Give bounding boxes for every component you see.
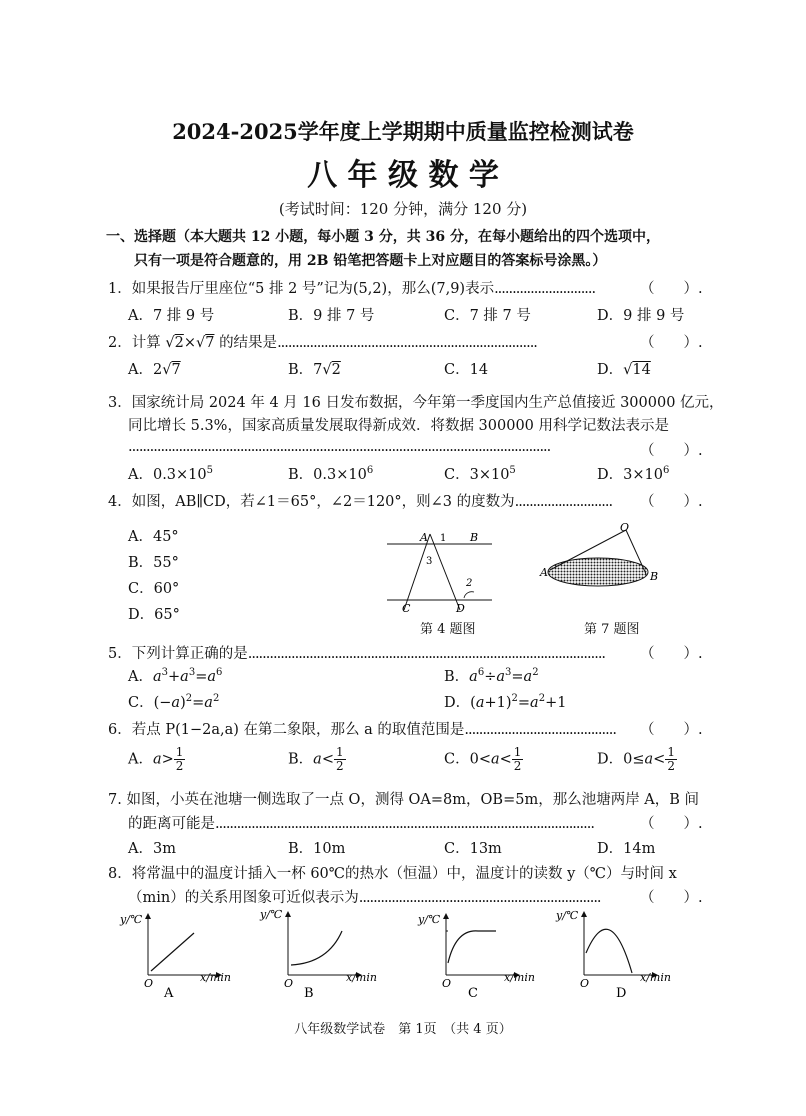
q1-option-d: D．9 排 9 号 xyxy=(597,308,685,324)
fig4-label-c: C xyxy=(402,602,411,615)
graph-c-xlabel: x/min xyxy=(504,971,535,984)
q7-option-b: B．10m xyxy=(288,841,346,857)
graph-d-origin: O xyxy=(580,977,590,990)
q8-graph-d xyxy=(554,905,684,1000)
q6-bracket: （ ）. xyxy=(640,722,703,738)
q1-option-a: A．7 排 9 号 xyxy=(128,308,215,324)
q5-option-a: A．$a^3+a^3=a^6$ xyxy=(128,667,223,685)
graph-d-ylabel: y/℃ xyxy=(556,909,579,922)
q7-option-d: D．14m xyxy=(597,841,656,857)
graph-a-ylabel: y/℃ xyxy=(120,913,143,926)
q6-option-c: C．0<a< $\frac{1}{2}$ xyxy=(444,745,522,773)
q5-option-d: D．$(a+1)^2=a^2+1$ xyxy=(444,693,567,711)
fig4-label-b: B xyxy=(470,531,479,544)
q3-option-c: C．$3\times 10^5$ xyxy=(444,465,516,483)
q7-option-c: C．13m xyxy=(444,841,502,857)
q1-bracket: （ ）. xyxy=(640,281,703,297)
graph-a-xlabel: x/min xyxy=(200,971,231,984)
q1-stem: 1．如果报告厅里座位“5 排 2 号”记为(5,2)，那么(7,9)表示............................ xyxy=(108,281,596,297)
q2-option-a: A．2√7 xyxy=(128,362,181,378)
fig4-label-d: D xyxy=(456,602,465,615)
q4-option-d: D．65° xyxy=(128,607,180,623)
graph-d-name: D xyxy=(616,986,627,1000)
fig4-label-1: 1 xyxy=(440,533,447,544)
graph-c-origin: O xyxy=(442,977,452,990)
q4-option-b: B．55° xyxy=(128,555,179,571)
graph-b-xlabel: x/min xyxy=(346,971,377,984)
q3-dots: ..................................................................................................................... xyxy=(128,439,551,455)
q4-bracket: （ ）. xyxy=(640,494,703,510)
q8-graph-a xyxy=(118,905,238,1000)
q7-option-a: A．3m xyxy=(128,841,176,857)
graph-c-name: C xyxy=(468,986,478,1000)
graph-d-xlabel: x/min xyxy=(640,971,671,984)
q2-option-d: D．√14 xyxy=(597,362,651,378)
page-footer: 八年级数学试卷 第 1页 （共 4 页） xyxy=(294,1022,512,1037)
section-heading-line1: 一、选择题（本大题共 12 小题，每小题 3 分，共 36 分，在每小题给出的四个选项中， xyxy=(106,229,660,245)
q2-option-b: B．7√2 xyxy=(288,362,341,378)
q6-option-b: B．a< $\frac{1}{2}$ xyxy=(288,745,344,773)
figure-4-diagram xyxy=(382,526,502,616)
q5-option-c: C．$(-a)^2=a^2$ xyxy=(128,693,220,711)
q8-line1: 8．将常温中的温度计插入一杯 60℃的热水（恒温）中，温度计的读数 y（℃）与时间 x xyxy=(108,866,677,882)
q4-stem: 4．如图，AB∥CD，若∠1＝65°，∠2＝120°，则∠3 的度数为........................... xyxy=(108,494,613,510)
q3-option-b: B．$0.3\times 10^6$ xyxy=(288,465,374,483)
q5-bracket: （ ）. xyxy=(640,646,703,662)
q1-option-c: C．7 排 7 号 xyxy=(444,308,531,324)
q4-option-c: C．60° xyxy=(128,581,180,597)
fig7-label-a: A xyxy=(540,566,548,579)
q8-graph-b xyxy=(258,905,388,1000)
q6-stem: 6．若点 P(1−2a,a) 在第二象限，那么 a 的取值范围是.......................................... xyxy=(108,722,616,738)
q7-line1: 7. 如图，小英在池塘一侧选取了一点 O，测得 OA=8m，OB=5m，那么池塘两岸 A，B 间 xyxy=(108,792,700,808)
q3-option-d: D．$3\times 10^6$ xyxy=(597,465,670,483)
graph-b-name: B xyxy=(304,986,314,1000)
figure-4-caption: 第 4 题图 xyxy=(420,622,476,637)
exam-info: (考试时间：120 分钟，满分 120 分) xyxy=(278,200,528,218)
fig4-label-3: 3 xyxy=(426,556,433,567)
section-heading-line2: 只有一项是符合题意的，用 2B 铅笔把答题卡上对应题目的答案标号涂黑。） xyxy=(134,253,607,269)
exam-title: 2024-2025学年度上学期期中质量监控检测试卷 xyxy=(172,119,634,144)
q5-option-b: B．$a^6\div a^3=a^2$ xyxy=(444,667,539,685)
q6-option-a: A．a> $\frac{1}{2}$ xyxy=(128,745,184,773)
q3-bracket: （ ）. xyxy=(640,443,703,459)
figure-7-diagram xyxy=(536,522,666,592)
graph-a-origin: O xyxy=(144,977,154,990)
graph-b-ylabel: y/℃ xyxy=(260,908,283,921)
fig7-label-b: B xyxy=(650,570,659,583)
fig7-label-o: O xyxy=(620,522,630,534)
q3-line2: 同比增长 5.3%，国家高质量发展取得新成效．将数据 300000 用科学记数法表示是 xyxy=(128,418,670,434)
q2-option-c: C．14 xyxy=(444,362,489,378)
q3-option-a: A．$0.3\times 10^5$ xyxy=(128,465,214,483)
q2-stem: 2．计算 √2×√7 的结果是........................................................................ xyxy=(108,335,537,351)
q7-line2: 的距离可能是......................................................................................................... xyxy=(128,816,594,832)
graph-c-ylabel: y/℃ xyxy=(418,913,441,926)
fig4-label-2: 2 xyxy=(466,578,473,589)
q8-graph-c xyxy=(416,905,546,1000)
graph-b-origin: O xyxy=(284,977,294,990)
subject-title: 八 年 级 数 学 xyxy=(307,158,499,193)
q5-stem: 5．下列计算正确的是................................................................................................... xyxy=(108,646,606,662)
q1-option-b: B．9 排 7 号 xyxy=(288,308,375,324)
q6-option-d: D．0≤a< $\frac{1}{2}$ xyxy=(597,745,675,773)
q8-line2: （min）的关系用图象可近似表示为................................................................... xyxy=(128,890,601,906)
q4-option-a: A．45° xyxy=(128,529,179,545)
q7-bracket: （ ）. xyxy=(640,816,703,832)
figure-7-caption: 第 7 题图 xyxy=(584,622,640,637)
fig4-label-a: A xyxy=(420,531,428,544)
graph-a-name: A xyxy=(164,986,174,1000)
q3-line1: 3．国家统计局 2024 年 4 月 16 日发布数据，今年第一季度国内生产总值接近 300000 亿元， xyxy=(108,395,724,411)
q8-bracket: （ ）. xyxy=(640,890,703,906)
q2-bracket: （ ）. xyxy=(640,335,703,351)
